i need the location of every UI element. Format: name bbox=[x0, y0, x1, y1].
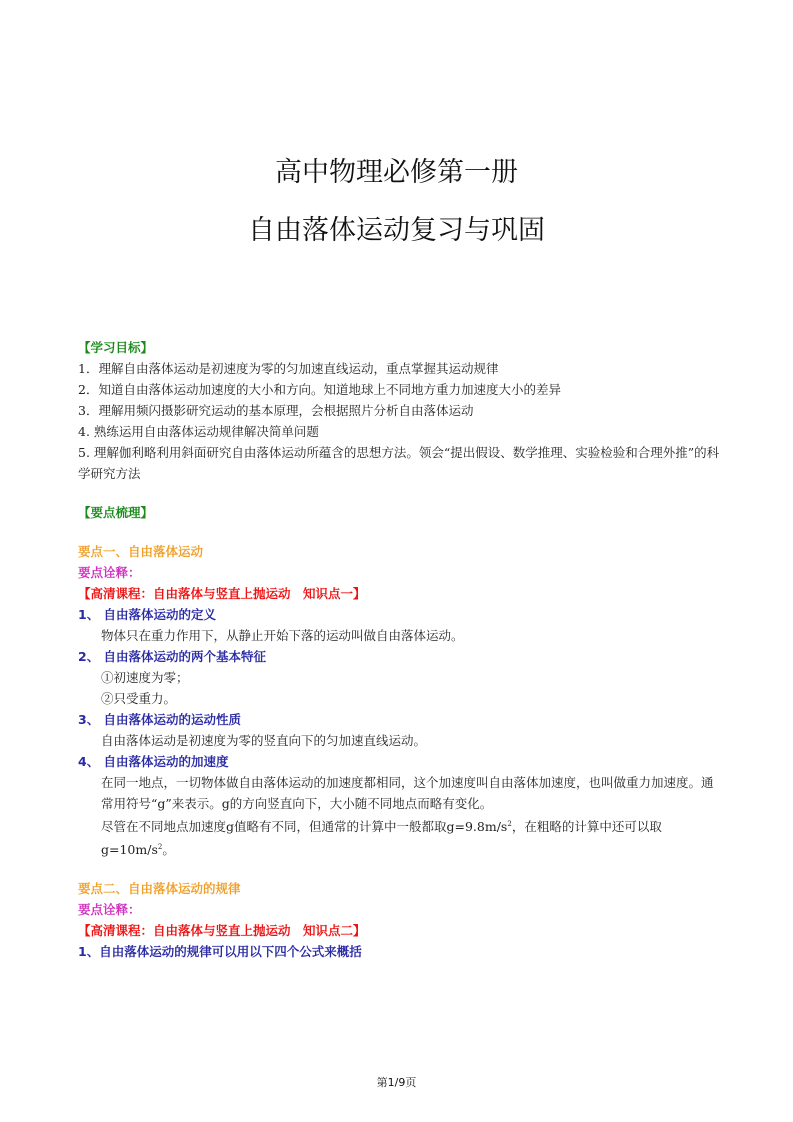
superscript: 2 bbox=[157, 843, 163, 852]
summary-heading: 【要点梳理】 bbox=[78, 505, 154, 520]
doc-title-line1: 高中物理必修第一册 bbox=[275, 157, 518, 188]
page-number: 第1/9页 bbox=[376, 1076, 417, 1089]
paragraph: 在同一地点，一切物体做自由落体运动的加速度都相同，这个加速度叫自由落体加速度，也叫做重力加速度。通常用符号“g”来表示。g的方向竖直向下，大小随不同地点而略有变化。 bbox=[101, 775, 714, 811]
paragraph: ②只受重力。 bbox=[101, 691, 177, 706]
paragraph bbox=[78, 814, 723, 860]
point2-note: 要点诠释： bbox=[78, 902, 141, 918]
point2-heading: 要点二、自由落体运动的规律 bbox=[78, 881, 241, 897]
paragraph: 物体只在重力作用下，从静止开始下落的运动叫做自由落体运动。 bbox=[101, 628, 464, 643]
goal-item: 1．理解自由落体运动是初速度为零的匀加速直线运动，重点掌握其运动规律 bbox=[78, 361, 499, 376]
goal-item: 4. 熟练运用自由落体运动规律解决简单问题 bbox=[78, 424, 319, 439]
paragraph: ①初速度为零； bbox=[101, 670, 189, 685]
goal-item: 2．知道自由落体运动加速度的大小和方向。知道地球上不同地方重力加速度大小的差异 bbox=[78, 382, 561, 397]
text: 尽管在不同地点加速度g值略有不同，但通常的计算中一般都取g=9.8m/s bbox=[101, 819, 508, 835]
goals-heading: 【学习目标】 bbox=[78, 340, 154, 355]
point1-course-link[interactable]: 【高清课程：自由落体与竖直上抛运动 知识点一】 bbox=[78, 586, 366, 601]
section-heading: 4、 自由落体运动的加速度 bbox=[78, 754, 229, 769]
point2-course-link[interactable]: 【高清课程：自由落体与竖直上抛运动 知识点二】 bbox=[78, 923, 366, 939]
paragraph: 自由落体运动是初速度为零的竖直向下的匀加速直线运动。 bbox=[101, 733, 427, 748]
section-heading: 3、 自由落体运动的运动性质 bbox=[78, 712, 242, 727]
point1-note: 要点诠释： bbox=[78, 565, 141, 580]
point1-heading: 要点一、自由落体运动 bbox=[78, 544, 204, 559]
text: 。 bbox=[162, 842, 175, 858]
doc-title-line2: 自由落体运动复习与巩固 bbox=[248, 215, 545, 246]
section-heading: 1、自由落体运动的规律可以用以下四个公式来概括 bbox=[78, 944, 362, 960]
goal-item: 3．理解用频闪摄影研究运动的基本原理，会根据照片分析自由落体运动 bbox=[78, 403, 474, 418]
section-heading: 2、 自由落体运动的两个基本特征 bbox=[78, 649, 267, 664]
text: ，在粗略的计算中还可以取g=10m/s bbox=[101, 819, 662, 858]
superscript: 2 bbox=[507, 820, 512, 828]
section-heading: 1、 自由落体运动的定义 bbox=[78, 607, 217, 622]
goal-item: 5. 理解伽利略利用斜面研究自由落体运动所蕴含的思想方法。领会“提出假设、数学推理、实验检验和合理外推”的科学研究方法 bbox=[78, 445, 720, 481]
doc-body bbox=[78, 337, 723, 962]
